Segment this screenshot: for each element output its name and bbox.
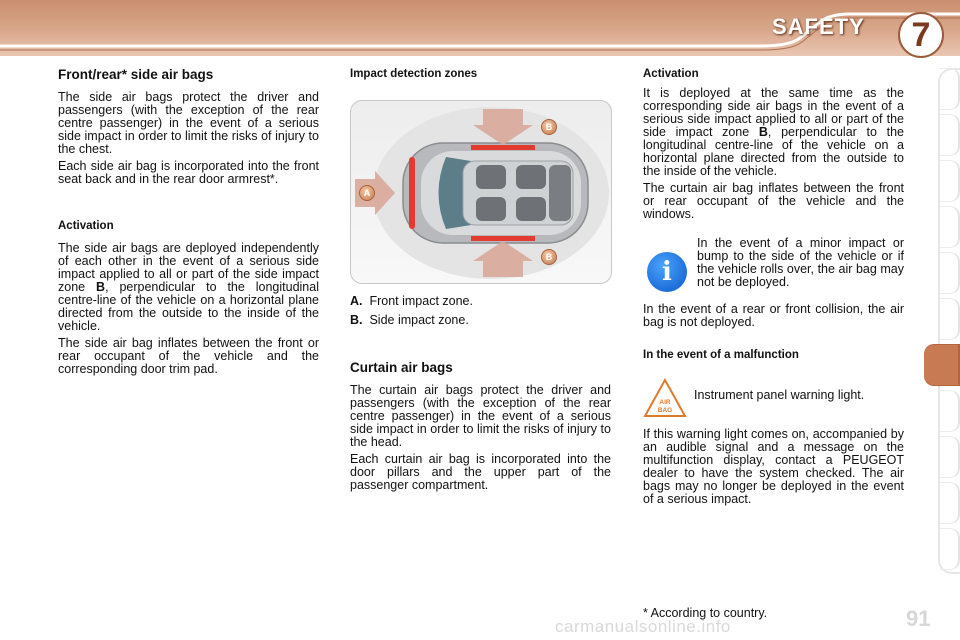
page-number: 91 xyxy=(906,606,931,631)
right-para-1: It is deployed at the same time as the corresponding side air bags in the event of a serious side impact applied to all or part of the side impact zone B, perpendicular to the longitudinal centre-line of the vehicle on a horizontal plane directed from the outside to the inside of the vehicle. xyxy=(643,86,904,178)
tab-6[interactable] xyxy=(940,298,960,340)
watermark: carmanualsonline.info xyxy=(555,617,731,636)
left-activation-para-1: The side air bags are deployed independently of each other in the event of a serious side impact applied to all or part of the side impact zone B, perpendicular to the longitudinal centre-line of the vehicle on a horizontal plane directed from the outside to the inside of the vehicle. xyxy=(58,241,319,333)
middle-column xyxy=(350,68,611,81)
svg-text:AIR: AIR xyxy=(659,399,671,406)
zone-b-badge-top: B xyxy=(541,119,557,135)
legend-item-b: B. Side impact zone. xyxy=(350,313,469,327)
right-para-4: If this warning light comes on, accompanied by an audible signal and a message on the multifunction display, contact a PEUGEOT dealer to have the system checked. The air bags may no longer be deployed in the event of a serious impact. xyxy=(643,427,904,506)
left-column xyxy=(58,68,319,380)
tab-1[interactable] xyxy=(940,68,960,110)
car-top-view-illustration xyxy=(351,101,611,283)
malfunction-text xyxy=(643,428,904,510)
right-lower xyxy=(643,303,904,362)
curtain-para-1: The curtain air bags protect the driver and passengers (with the exception of the rear centre passenger) in the event of a serious side impact in order to limit the risks of injury to the head. xyxy=(350,383,611,449)
tab-7-active[interactable] xyxy=(924,344,960,386)
info-icon: i xyxy=(647,252,687,292)
svg-text:BAG: BAG xyxy=(657,407,673,414)
tab-2[interactable] xyxy=(940,114,960,156)
warning-light-label: Instrument panel warning light. xyxy=(694,388,865,402)
tab-3[interactable] xyxy=(940,160,960,202)
zone-b-badge-bottom: B xyxy=(541,249,557,265)
right-para-2: The curtain air bag inflates between the front or rear occupant of the vehicle and the windows. xyxy=(643,181,904,221)
impact-zones-heading: Impact detection zones xyxy=(350,68,478,80)
right-para-3: In the event of a rear or front collision, the air bag is not deployed. xyxy=(643,302,904,329)
right-column xyxy=(643,68,904,225)
info-note xyxy=(697,237,904,293)
malfunction-heading: In the event of a malfunction xyxy=(643,349,799,361)
left-activation-heading: Activation xyxy=(58,220,114,232)
left-heading: Front/rear* side air bags xyxy=(58,67,214,82)
footnote: * According to country. xyxy=(643,606,768,620)
legend-item-a: A. Front impact zone. xyxy=(350,294,473,308)
right-activation-heading: Activation xyxy=(643,68,699,80)
tab-5[interactable] xyxy=(940,252,960,294)
curtain-para-2: Each curtain air bag is incorporated into the door pillars and the upper part of the passenger compartment. xyxy=(350,452,611,492)
tab-9[interactable] xyxy=(940,436,960,478)
zone-legend xyxy=(350,295,611,496)
zone-a-badge: A xyxy=(359,185,375,201)
left-para-2: Each side air bag is incorporated into the front seat back and in the rear door armrest*. xyxy=(58,159,319,186)
info-note-text: In the event of a minor impact or bump to the side of the vehicle or if the vehicle rolls over, the air bag may not be deployed. xyxy=(697,236,904,289)
chapter-number: 7 xyxy=(898,12,944,58)
airbag-warning-icon xyxy=(643,378,687,418)
curtain-heading: Curtain air bags xyxy=(350,360,453,375)
tab-8[interactable] xyxy=(940,390,960,432)
left-para-1: The side air bags protect the driver and passengers (with the exception of the rear centre passenger) in the event of a serious side impact in order to limit the risks of injury to the chest. xyxy=(58,90,319,156)
left-activation-para-2: The side air bag inflates between the front or rear occupant of the vehicle and the corresponding door trim pad. xyxy=(58,336,319,376)
tab-10[interactable] xyxy=(940,482,960,524)
impact-zones-figure xyxy=(350,100,612,284)
section-title: SAFETY xyxy=(772,14,865,39)
tab-4[interactable] xyxy=(940,206,960,248)
tab-11[interactable] xyxy=(940,528,960,570)
chapter-tabs xyxy=(934,68,960,574)
page-header xyxy=(0,0,960,56)
